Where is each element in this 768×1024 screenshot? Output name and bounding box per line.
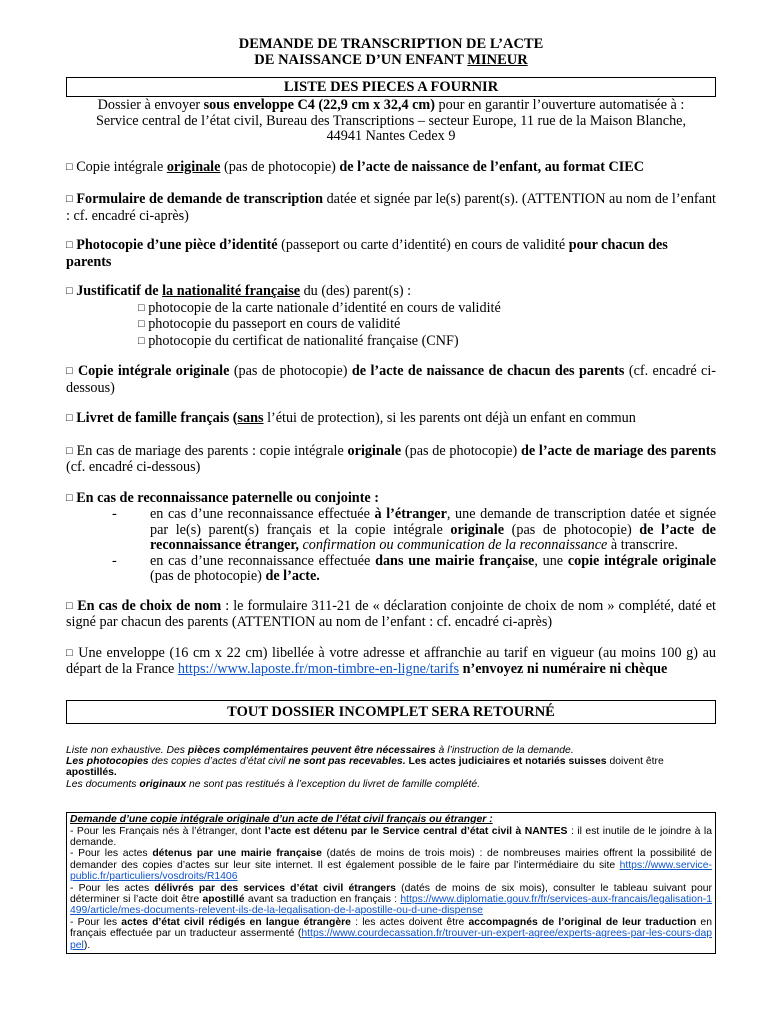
checkbox-icon: □ [66,491,73,504]
certificate-info-box [66,812,716,954]
box-text: ). [83,939,91,951]
courdecassation-link[interactable]: https://www.courdecassation.fr/trouver-un-expert-agree/experts-agrees-par-les-cours-dappel [70,928,712,951]
address-line-1 [66,98,716,114]
list-item-identity-document [66,238,716,270]
item-text: datée et signée par le(s) parent(s). (ATTENTION au nom de l’enfant : cf. encadré ci-après) [66,191,716,224]
item-emphasis: En cas de choix de nom [77,597,222,614]
sub-item-text [150,554,716,585]
note-text: doivent être [606,755,664,767]
service-public-link[interactable]: https://www.service-public.fr/particuliers/vosdroits/R1406 [70,859,712,883]
item-emphasis: la nationalité française [162,283,301,299]
item-text: du (des) parent(s) : [300,283,412,299]
text-run: , une demande de transcription datée et signée par le(s) parent(s) français et la copie intégrale [150,506,716,538]
checkbox-icon: □ [66,160,73,173]
text-run: (pas de photocopie) [504,521,640,538]
box-paragraph-nantes [70,826,712,849]
text-emphasis: copie intégrale originale [567,552,716,569]
list-item-birth-certificate-parents [66,364,716,396]
text-run: en cas d’une reconnaissance effectuée [150,506,375,522]
item-text: En cas de mariage des parents : copie intégrale [72,442,348,459]
diplomatie-link[interactable]: https://www.diplomatie.gouv.fr/fr/services-aux-francais/legalisation-1499/article/mes-documents-relevent-ils-de-la-legalisation-de-l-apostille-ou-d-une-dispense [70,893,712,917]
list-item-return-envelope [66,646,716,678]
item-emphasis: de l’acte de naissance de l’enfant, au format CIEC [339,158,645,175]
item-emphasis: originale [166,158,221,175]
title-minor-word: MINEUR [467,52,528,68]
box-emphasis: apostillé [202,893,245,905]
document-page [66,36,716,954]
item-text: (pas de photocopie) [401,442,521,459]
checkbox-icon: □ [138,301,145,314]
note-emphasis: apostillés. [66,767,117,779]
box-emphasis: délivrés par des services d’état civil étrangers [154,882,396,894]
item-emphasis: Copie intégrale originale [77,363,230,379]
checkbox-icon: □ [66,646,74,659]
box-heading: Demande d’une copie intégrale originale d’un acte de l’état civil français ou étranger : [70,814,493,826]
item-text: l’étui de protection), si les parents ont déjà un enfant en commun [263,410,636,426]
list-item-transcription-form [66,192,716,224]
box-text: - Pour les actes [70,848,153,860]
checkbox-icon: □ [66,412,73,424]
note-emphasis: originaux [139,778,187,790]
note-emphasis: Les actes judiciaires et notariés suisses [405,755,607,767]
text-emphasis: dans une mairie française [375,552,535,569]
list-item-birth-certificate-child [66,160,716,177]
note-text: des copies d’actes d’état civil [148,755,289,767]
laposte-tarifs-link[interactable]: https://www.laposte.fr/mon-timbre-en-ligne/tarifs [177,661,460,677]
sub-item-text: photocopie du passeport en cours de validité [144,316,401,332]
text-emphasis: originale [450,521,505,538]
checkbox-icon: □ [66,239,73,251]
item-text: (cf. encadré ci-dessous) [66,363,717,396]
note-emphasis: ne sont pas recevables. [288,755,406,767]
box-text: - Pour les [70,916,122,928]
note-text: ne sont pas restitués à l’exception du livret de famille complété. [186,778,481,790]
text-emphasis: de l’acte. [265,568,320,584]
text-run: , une [534,552,568,569]
sub-item-text: photocopie de la carte nationale d’identité en cours de validité [144,299,501,316]
note-text: Les documents [66,778,140,790]
box-emphasis: actes d’état civil rédigés en langue étrangère [121,916,351,928]
address-block [66,98,716,145]
note-line-3 [66,779,716,790]
title-line-2-text: DE NAISSANCE D’UN ENFANT [254,52,468,68]
sub-item-passport [66,317,716,334]
box-emphasis: l’acte est détenu par le Service central d’état civil à NANTES [264,825,568,837]
item-emphasis: Justificatif de [76,283,163,299]
sub-item-id-card [66,301,716,318]
page-title [66,36,716,68]
box-text: : les actes doivent être [350,916,469,928]
item-line [66,491,716,508]
note-text: à l’instruction de la demande. [435,744,574,756]
checkbox-icon: □ [66,285,73,297]
item-line [66,284,716,301]
envelope-size: sous enveloppe C4 (22,9 cm x 32,4 cm) [203,97,435,113]
text-italic: confirmation ou communication de la reconnaissance [302,537,608,553]
box-text: (datés de moins de trois mois) : de nombreuses mairies offrent la possibilité de demander des copies d’actes sur leur site internet. Il est également possible de le faire par l’intermédiaire du site [70,848,712,871]
item-text: Copie intégrale [72,158,167,175]
box-emphasis: accompagnés de l’original de leur traduction [468,916,697,928]
note-line-1 [66,745,716,756]
address-text: pour en garantir l’ouverture automatisée à : [434,97,685,113]
address-line-3: 44941 Nantes Cedex 9 [326,128,456,144]
box-paragraph-translation [70,917,712,951]
item-text: (pas de photocopie) [229,363,352,379]
checkbox-icon: □ [66,599,74,612]
item-emphasis: originale [347,442,402,459]
sub-item-french-recognition [66,554,716,585]
box-text: en français effectuée par un traducteur assermenté ( [70,916,712,940]
title-line-1: DEMANDE DE TRANSCRIPTION DE L’ACTE [238,36,544,52]
list-item-marriage-certificate [66,444,716,476]
list-item-nationality-proof [66,284,716,350]
text-emphasis: à l’étranger [374,506,447,522]
item-text: Une enveloppe (16 cm x 22 cm) libellée à votre adresse et affranchie au tarif en vigueur (au moins 100 g) au départ de la France [66,644,716,677]
sub-item-foreign-recognition [66,507,716,554]
sub-item-text: photocopie du certificat de nationalité française (CNF) [144,332,459,349]
item-emphasis: pour chacun des parents [66,237,668,270]
note-text: Liste non exhaustive. Des [66,744,188,756]
notes-block [66,745,716,791]
title-line-2 [66,52,716,68]
box-paragraph-mairie [70,848,712,882]
text-run: à transcrire. [607,537,678,553]
box-text: - Pour les actes [70,882,155,894]
item-emphasis: En cas de reconnaissance paternelle ou conjointe : [76,489,379,506]
dash-marker: - [112,552,117,569]
text-run: (pas de photocopie) [150,568,266,584]
item-text: : le formulaire 311-21 de « déclaration conjointe de choix de nom » complété, daté et signé par chacun des parents (ATTENTION au nom de l’enfant : cf. encadré ci-après) [66,597,716,630]
box-text: - Pour les Français nés à l’étranger, dont [70,825,265,837]
item-emphasis: Livret de famille français ( [76,410,238,426]
item-emphasis: de l’acte de mariage des parents [520,442,716,459]
text-run: en cas d’une reconnaissance effectuée [150,552,376,569]
checkbox-icon: □ [66,193,73,205]
box-paragraph-foreign [70,883,712,917]
list-item-name-choice [66,599,716,631]
box-text: : il est inutile de le joindre à la demande. [70,825,712,848]
dash-marker: - [112,506,117,522]
address-text: Dossier à envoyer [97,97,204,113]
list-header: LISTE DES PIECES A FOURNIR [66,77,716,97]
item-text: (pas de photocopie) [220,158,340,175]
item-text: (passeport ou carte d’identité) en cours de validité [277,237,569,253]
checkbox-icon: □ [138,318,145,330]
checkbox-icon: □ [138,334,145,347]
item-text: (cf. encadré ci-dessous) [66,459,201,475]
note-emphasis: pièces complémentaires peuvent être nécessaires [187,744,436,756]
item-emphasis: de l’acte de naissance de chacun des parents [351,363,625,379]
sub-item-cnf [66,334,716,351]
checkbox-icon: □ [66,365,74,377]
address-line-2: Service central de l’état civil, Bureau des Transcriptions – secteur Europe, 11 rue de la Maison Blanche, [95,112,687,129]
box-text: avant sa traduction en français : [244,893,401,905]
box-text: (datés de moins de six mois), consulter le tableau suivant pour déterminer si l’acte doit être [70,882,712,905]
item-emphasis: sans [237,410,264,426]
list-item-family-booklet [66,411,716,428]
incomplete-warning: TOUT DOSSIER INCOMPLET SERA RETOURNÉ [66,700,716,724]
item-emphasis: Formulaire de demande de transcription [76,191,323,207]
note-emphasis: Les photocopies [66,755,149,767]
item-emphasis: n’envoyez ni numéraire ni chèque [459,661,668,677]
checkbox-icon: □ [66,444,73,457]
sub-item-text [150,507,716,554]
text-emphasis: de l’acte de reconnaissance étranger, [150,521,716,553]
list-item-recognition [66,491,716,585]
box-emphasis: détenus par une mairie française [152,848,322,860]
note-line-2 [66,756,716,779]
item-emphasis: Photocopie d’une pièce d’identité [76,237,278,253]
